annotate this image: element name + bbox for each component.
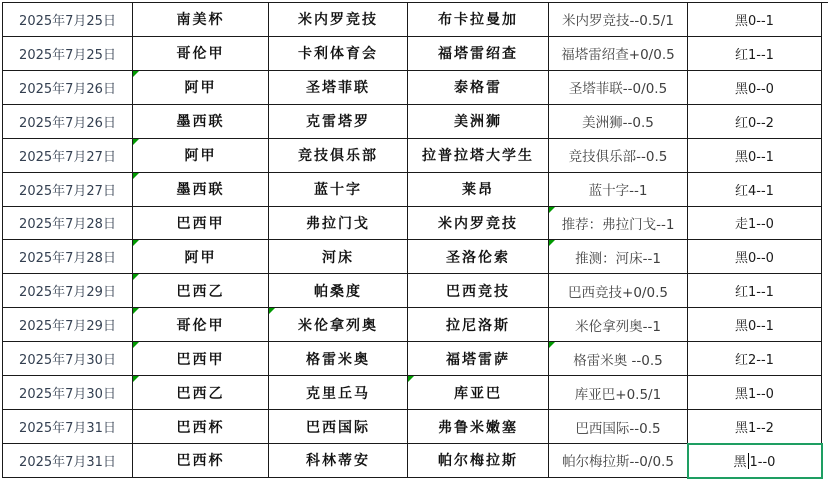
cell-away-team[interactable] xyxy=(408,105,549,139)
cell-away-team-text: 福塔雷萨 xyxy=(446,351,510,368)
cell-home-team-text: 克雷塔罗 xyxy=(306,114,370,131)
cell-recommendation[interactable] xyxy=(549,3,688,37)
cell-date[interactable] xyxy=(3,240,133,274)
cell-date[interactable] xyxy=(3,207,133,241)
error-flag-triangle-icon xyxy=(133,308,139,314)
cell-away-team[interactable] xyxy=(408,71,549,105)
cell-home-team[interactable] xyxy=(269,342,408,376)
cell-date-text: 2025年7月30日 xyxy=(19,353,116,369)
cell-recommendation-text: 福塔雷绍查+0/0.5 xyxy=(561,47,675,64)
cell-result-text: 红0--2 xyxy=(735,115,774,131)
cell-recommendation-text: 竞技俱乐部--0.5 xyxy=(568,149,668,166)
cell-league-text: 巴西杯 xyxy=(176,453,225,470)
cell-result[interactable] xyxy=(688,173,822,207)
cell-league-text: 阿甲 xyxy=(184,80,217,97)
error-flag-triangle-icon xyxy=(133,342,139,348)
cell-home-team[interactable] xyxy=(269,3,408,37)
cell-date[interactable] xyxy=(3,105,133,139)
cell-league-text: 阿甲 xyxy=(184,249,217,266)
cell-date[interactable] xyxy=(3,410,133,444)
cell-result[interactable] xyxy=(688,274,822,308)
cell-recommendation-text: 蓝十字--1 xyxy=(588,183,648,200)
cell-result[interactable] xyxy=(688,71,822,105)
cell-away-team-text: 库亚巴 xyxy=(454,385,502,402)
cell-home-team-text: 圣塔菲联 xyxy=(306,80,370,97)
cell-away-team-text: 布卡拉曼加 xyxy=(438,12,518,29)
cell-home-team-text: 米伦拿列奥 xyxy=(298,317,378,334)
cell-recommendation[interactable] xyxy=(549,71,688,105)
text-cursor xyxy=(748,453,749,469)
cell-home-team[interactable] xyxy=(269,410,408,444)
cell-league-text: 墨西联 xyxy=(176,182,225,199)
cell-recommendation[interactable] xyxy=(549,139,688,173)
error-flag-triangle-icon xyxy=(549,207,555,213)
cell-date[interactable] xyxy=(3,139,133,173)
cell-date-text: 2025年7月27日 xyxy=(19,149,116,165)
cell-home-team-text: 格雷米奥 xyxy=(306,351,370,368)
cell-league[interactable] xyxy=(133,139,269,173)
cell-away-team-text: 圣洛伦索 xyxy=(446,249,510,266)
cell-result-text: 黑0--0 xyxy=(735,81,774,97)
cell-recommendation-text: 推荐：弗拉门戈--1 xyxy=(561,216,675,233)
cell-date-text: 2025年7月29日 xyxy=(19,285,116,301)
cell-home-team[interactable] xyxy=(269,139,408,173)
error-flag-triangle-icon xyxy=(133,71,139,77)
cell-league-text: 巴西甲 xyxy=(176,215,225,232)
cell-away-team-text: 弗鲁米嫩塞 xyxy=(438,419,518,436)
cell-date[interactable] xyxy=(3,3,133,37)
cell-league[interactable] xyxy=(133,240,269,274)
cell-result-text: 黑0--1 xyxy=(735,319,774,335)
error-flag-triangle-icon xyxy=(549,240,555,246)
cell-league-text: 巴西甲 xyxy=(176,351,225,368)
cell-home-team[interactable] xyxy=(269,207,408,241)
cell-home-team-text: 竞技俱乐部 xyxy=(298,148,378,165)
cell-recommendation[interactable] xyxy=(549,376,688,410)
cell-result[interactable] xyxy=(688,308,822,342)
cell-away-team-text: 帕尔梅拉斯 xyxy=(438,453,518,470)
cell-home-team-text: 科林蒂安 xyxy=(306,453,370,470)
cell-away-team[interactable] xyxy=(408,37,549,71)
cell-home-team-text: 米内罗竞技 xyxy=(298,12,378,29)
cell-recommendation[interactable] xyxy=(549,240,688,274)
cell-home-team[interactable] xyxy=(269,376,408,410)
cell-home-team-text: 河床 xyxy=(322,249,354,266)
cell-recommendation-text: 巴西竞技+0/0.5 xyxy=(568,284,668,301)
cell-result[interactable] xyxy=(688,376,822,410)
cell-away-team-text: 美洲狮 xyxy=(454,114,502,131)
cell-date-text: 2025年7月29日 xyxy=(19,319,116,335)
cell-away-team[interactable] xyxy=(408,410,549,444)
cell-recommendation[interactable] xyxy=(549,105,688,139)
cell-date[interactable] xyxy=(3,308,133,342)
cell-league-text: 墨西联 xyxy=(176,114,225,131)
cell-date[interactable] xyxy=(3,71,133,105)
cell-recommendation-text: 圣塔菲联--0/0.5 xyxy=(568,81,668,98)
cell-home-team[interactable] xyxy=(269,308,408,342)
cell-league[interactable] xyxy=(133,444,269,478)
cell-league[interactable] xyxy=(133,410,269,444)
cell-league-text: 巴西杯 xyxy=(176,419,225,436)
cell-result-text: 黑1--0 xyxy=(735,387,774,403)
cell-away-team[interactable] xyxy=(408,274,549,308)
cell-league[interactable] xyxy=(133,173,269,207)
edit-text-before-cursor: 黑 xyxy=(733,454,747,470)
cell-result-text: 红4--1 xyxy=(735,183,774,199)
cell-away-team[interactable] xyxy=(408,207,549,241)
cell-away-team-text: 巴西竞技 xyxy=(446,283,510,300)
cell-date-text: 2025年7月31日 xyxy=(19,454,116,470)
error-flag-triangle-icon xyxy=(408,376,414,382)
cell-away-team[interactable] xyxy=(408,444,549,478)
cell-result-text: 黑1--2 xyxy=(735,421,774,437)
cell-home-team[interactable] xyxy=(269,444,408,478)
cell-home-team-text: 弗拉门戈 xyxy=(306,215,370,232)
cell-date-text: 2025年7月31日 xyxy=(19,421,116,437)
error-flag-triangle-icon xyxy=(549,342,555,348)
cell-home-team-text: 蓝十字 xyxy=(314,182,362,199)
cell-recommendation[interactable] xyxy=(549,274,688,308)
spreadsheet-table xyxy=(2,2,828,478)
cell-away-team[interactable] xyxy=(408,173,549,207)
cell-league[interactable] xyxy=(133,71,269,105)
cell-league[interactable] xyxy=(133,308,269,342)
cell-recommendation[interactable] xyxy=(549,173,688,207)
cell-date[interactable] xyxy=(3,342,133,376)
cell-result-text: 走1--0 xyxy=(735,217,774,233)
cell-result[interactable] xyxy=(688,342,822,376)
cell-home-team[interactable] xyxy=(269,37,408,71)
cell-result-text: 红1--1 xyxy=(735,285,774,301)
cell-result[interactable] xyxy=(688,240,822,274)
cell-recommendation-text: 米内罗竞技--0.5/1 xyxy=(562,13,674,30)
cell-recommendation[interactable] xyxy=(549,444,688,478)
cell-result[interactable] xyxy=(688,105,822,139)
cell-result-text: 黑0--1 xyxy=(735,13,774,29)
cell-result[interactable] xyxy=(688,139,822,173)
cell-result-text xyxy=(734,451,776,470)
cell-result[interactable] xyxy=(688,207,822,241)
cell-date-text: 2025年7月27日 xyxy=(19,183,116,199)
cell-recommendation-text: 巴西国际--0.5 xyxy=(575,420,661,437)
cell-date-text: 2025年7月30日 xyxy=(19,387,116,403)
error-flag-triangle-icon xyxy=(133,173,139,179)
cell-result[interactable] xyxy=(688,410,822,444)
cell-away-team[interactable] xyxy=(408,342,549,376)
cell-away-team-text: 米内罗竞技 xyxy=(438,215,518,232)
cell-recommendation[interactable] xyxy=(549,207,688,241)
cell-away-team[interactable] xyxy=(408,308,549,342)
cell-recommendation[interactable] xyxy=(549,37,688,71)
error-flag-triangle-icon xyxy=(269,308,275,314)
cell-home-team-text: 巴西国际 xyxy=(306,419,370,436)
cell-away-team[interactable] xyxy=(408,240,549,274)
cell-league[interactable] xyxy=(133,376,269,410)
cell-away-team-text: 莱昂 xyxy=(462,182,494,199)
cell-recommendation[interactable] xyxy=(549,308,688,342)
cell-result-text: 黑0--0 xyxy=(735,251,774,267)
cell-recommendation-text: 推测：河床--1 xyxy=(575,250,661,267)
cell-recommendation-text: 格雷米奥 --0.5 xyxy=(573,352,663,369)
cell-date-text: 2025年7月28日 xyxy=(19,251,116,267)
cell-recommendation-text: 美洲狮--0.5 xyxy=(582,115,654,132)
cell-home-team-text: 卡利体育会 xyxy=(298,46,378,63)
cell-date-text: 2025年7月26日 xyxy=(19,115,116,131)
cell-away-team-text: 拉普拉塔大学生 xyxy=(422,148,534,165)
error-flag-triangle-icon xyxy=(133,240,139,246)
cell-result-active[interactable] xyxy=(688,444,822,478)
cell-recommendation-text: 米伦拿列奥--1 xyxy=(575,318,661,335)
cell-league[interactable] xyxy=(133,274,269,308)
cell-date-text: 2025年7月25日 xyxy=(19,47,116,63)
cell-home-team-text: 克里丘马 xyxy=(306,385,370,402)
cell-result-text: 黑0--1 xyxy=(735,149,774,165)
cell-away-team[interactable] xyxy=(408,3,549,37)
cell-away-team[interactable] xyxy=(408,376,549,410)
cell-date-text: 2025年7月28日 xyxy=(19,217,116,233)
cell-date[interactable] xyxy=(3,37,133,71)
cell-date[interactable] xyxy=(3,444,133,478)
cell-away-team[interactable] xyxy=(408,139,549,173)
error-flag-triangle-icon xyxy=(133,274,139,280)
cell-home-team[interactable] xyxy=(269,173,408,207)
cell-date[interactable] xyxy=(3,274,133,308)
cell-league-text: 阿甲 xyxy=(184,148,217,165)
cell-recommendation[interactable] xyxy=(549,342,688,376)
cell-recommendation-text: 库亚巴+0.5/1 xyxy=(574,386,662,403)
cell-league[interactable] xyxy=(133,342,269,376)
cell-league[interactable] xyxy=(133,37,269,71)
edit-text-after-cursor: 1--0 xyxy=(749,454,776,470)
cell-date-text: 2025年7月25日 xyxy=(19,13,116,29)
cell-away-team-text: 泰格雷 xyxy=(454,80,502,97)
cell-date[interactable] xyxy=(3,173,133,207)
error-flag-triangle-icon xyxy=(133,139,139,145)
cell-home-team[interactable] xyxy=(269,71,408,105)
cell-result-text: 红1--1 xyxy=(735,47,774,63)
cell-date[interactable] xyxy=(3,376,133,410)
cell-result[interactable] xyxy=(688,37,822,71)
cell-result-text: 红2--1 xyxy=(735,353,774,369)
cell-league[interactable] xyxy=(133,3,269,37)
cell-league[interactable] xyxy=(133,207,269,241)
cell-home-team[interactable] xyxy=(269,105,408,139)
cell-away-team-text: 拉尼洛斯 xyxy=(446,317,510,334)
cell-league-text: 巴西乙 xyxy=(176,283,225,300)
cell-league-text: 哥伦甲 xyxy=(176,46,225,63)
cell-home-team[interactable] xyxy=(269,274,408,308)
cell-league-text: 哥伦甲 xyxy=(176,317,225,334)
cell-home-team-text: 帕桑度 xyxy=(314,283,362,300)
cell-league[interactable] xyxy=(133,105,269,139)
cell-league-text: 巴西乙 xyxy=(176,385,225,402)
cell-result[interactable] xyxy=(688,3,822,37)
cell-recommendation-text: 帕尔梅拉斯--0/0.5 xyxy=(562,454,674,471)
error-flag-triangle-icon xyxy=(133,376,139,382)
cell-league-text: 南美杯 xyxy=(176,12,225,29)
cell-recommendation[interactable] xyxy=(549,410,688,444)
cell-date-text: 2025年7月26日 xyxy=(19,81,116,97)
cell-away-team-text: 福塔雷绍查 xyxy=(438,46,518,63)
cell-home-team[interactable] xyxy=(269,240,408,274)
